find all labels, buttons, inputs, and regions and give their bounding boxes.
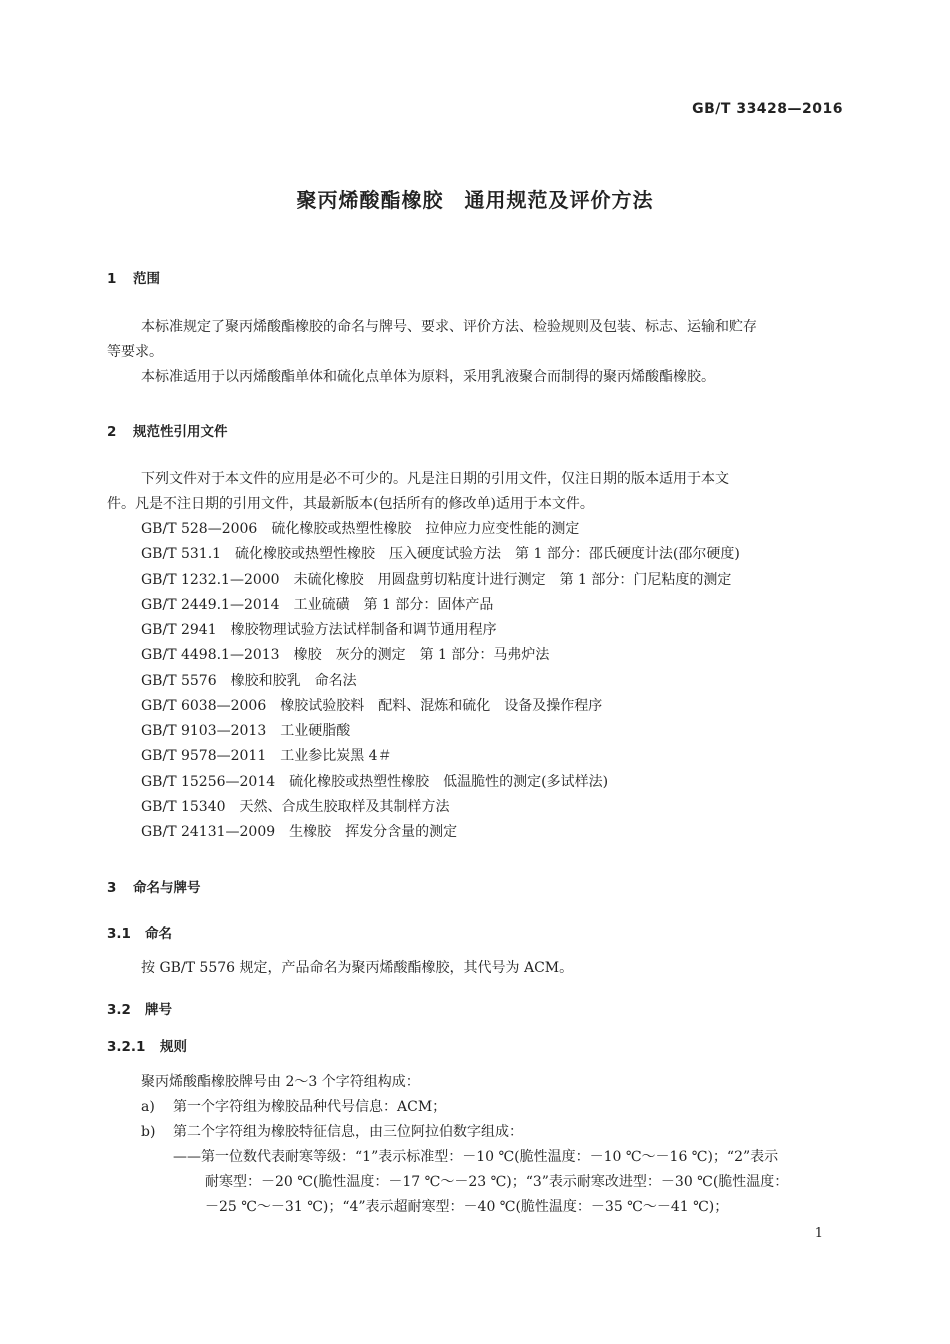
reference-item: GB/T 9578—2011 工业参比炭黑 4＃: [141, 748, 392, 764]
section-number: 2: [107, 424, 117, 440]
reference-item: GB/T 24131—2009 生橡胶 挥发分含量的测定: [141, 824, 458, 840]
paragraph-line: 件。凡是不注日期的引用文件，其最新版本(包括所有的修改单)适用于本文件。: [107, 496, 594, 512]
reference-item: GB/T 9103—2013 工业硬脂酸: [141, 723, 351, 739]
section-number: 3: [107, 880, 117, 896]
section-number: 3.1: [107, 926, 131, 942]
reference-item: GB/T 4498.1—2013 橡胶 灰分的测定 第 1 部分：马弗炉法: [141, 647, 550, 663]
section-title: 规则: [160, 1039, 187, 1055]
dash-item-line: ——第一位数代表耐寒等级：“1”表示标准型：－10 ℃(脆性温度：－10 ℃～－16 ℃)；“2”表示: [173, 1149, 779, 1165]
subsection-3-2-heading: [107, 998, 172, 1018]
reference-item: GB/T 1232.1—2000 未硫化橡胶 用圆盘剪切粘度计进行测定 第 1 部分：门尼粘度的测定: [141, 572, 732, 588]
dash-item-line: 耐寒型：－20 ℃(脆性温度：－17 ℃～－23 ℃)；“3”表示耐寒改进型：－30 ℃(脆性温度：: [205, 1174, 789, 1190]
reference-item: GB/T 531.1 硫化橡胶或热塑性橡胶 压入硬度试验方法 第 1 部分：邵氏硬度计法(邵尔硬度): [141, 546, 740, 562]
subsection-3-2-1-heading: [107, 1035, 187, 1055]
list-item-label: a): [141, 1099, 155, 1115]
reference-item: GB/T 5576 橡胶和胶乳 命名法: [141, 673, 357, 689]
section-number: 3.2.1: [107, 1039, 146, 1055]
list-item-label: b): [141, 1124, 156, 1140]
section-title: 命名: [145, 926, 172, 942]
standard-code: GB/T 33428—2016: [692, 101, 843, 117]
section-title: 范围: [133, 271, 160, 287]
reference-item: GB/T 2449.1—2014 工业硫磺 第 1 部分：固体产品: [141, 597, 494, 613]
paragraph-line: 按 GB/T 5576 规定，产品命名为聚丙烯酸酯橡胶，其代号为 ACM。: [141, 960, 574, 976]
reference-item: GB/T 2941 橡胶物理试验方法试样制备和调节通用程序: [141, 622, 497, 638]
reference-item: GB/T 15256—2014 硫化橡胶或热塑性橡胶 低温脆性的测定(多试样法): [141, 774, 609, 790]
paragraph-line: 等要求。: [107, 344, 163, 360]
paragraph-line: 聚丙烯酸酯橡胶牌号由 2～3 个字符组构成：: [141, 1074, 420, 1090]
section-title: 规范性引用文件: [133, 424, 228, 440]
section-1-heading: [107, 267, 160, 287]
reference-item: GB/T 6038—2006 橡胶试验胶料 配料、混炼和硫化 设备及操作程序: [141, 698, 603, 714]
list-item-text: 第一个字符组为橡胶品种代号信息：ACM；: [173, 1099, 447, 1115]
list-item-text: 第二个字符组为橡胶特征信息，由三位阿拉伯数字组成：: [173, 1124, 523, 1140]
section-3-heading: [107, 876, 201, 896]
section-title: 命名与牌号: [133, 880, 201, 896]
reference-item: GB/T 15340 天然、合成生胶取样及其制样方法: [141, 799, 450, 815]
reference-item: GB/T 528—2006 硫化橡胶或热塑性橡胶 拉伸应力应变性能的测定: [141, 521, 580, 537]
page-title: 聚丙烯酸酯橡胶 通用规范及评价方法: [296, 188, 654, 212]
dash-item-line: －25 ℃～－31 ℃)；“4”表示超耐寒型：－40 ℃(脆性温度：－35 ℃～－41 ℃)；: [205, 1199, 729, 1215]
section-title: 牌号: [145, 1002, 172, 1018]
list-item: [141, 1123, 523, 1141]
list-item: [141, 1098, 446, 1116]
section-2-heading: [107, 420, 228, 440]
paragraph-line: 本标准规定了聚丙烯酸酯橡胶的命名与牌号、要求、评价方法、检验规则及包装、标志、运输和贮存: [141, 319, 757, 335]
subsection-3-1-heading: [107, 922, 172, 942]
paragraph-line: 下列文件对于本文件的应用是必不可少的。凡是注日期的引用文件，仅注日期的版本适用于本文: [141, 471, 729, 487]
page-number: 1: [814, 1226, 823, 1241]
section-number: 1: [107, 271, 117, 287]
paragraph-line: 本标准适用于以丙烯酸酯单体和硫化点单体为原料，采用乳液聚合而制得的聚丙烯酸酯橡胶。: [141, 369, 715, 385]
section-number: 3.2: [107, 1002, 131, 1018]
